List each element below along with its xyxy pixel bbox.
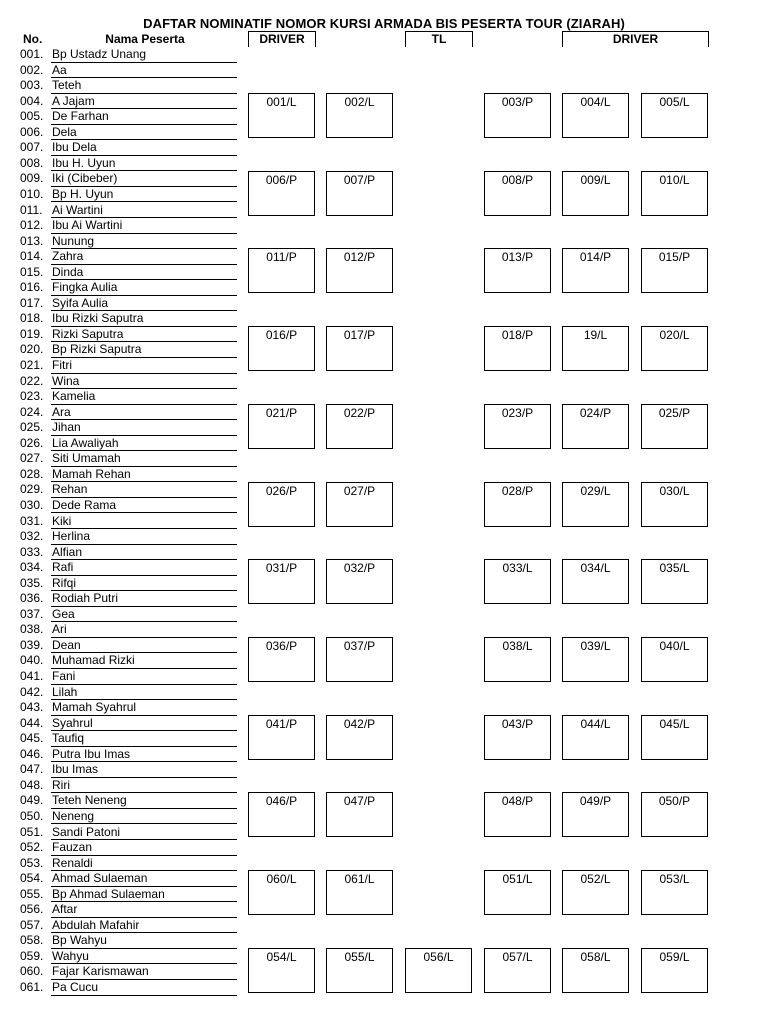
seat-box: 015/P: [641, 248, 708, 293]
seat-box: 054/L: [248, 948, 315, 993]
name-underline: [51, 575, 237, 576]
participant-number: 019.: [20, 326, 44, 341]
seat-box: 19/L: [562, 326, 629, 371]
name-underline: [51, 512, 237, 513]
participant-number: 010.: [20, 186, 44, 201]
driver-right-header: DRIVER: [562, 31, 709, 47]
seat-box: 048/P: [484, 792, 551, 837]
participant-name: Rodiah Putri: [52, 591, 119, 606]
name-underline: [51, 777, 237, 778]
participant-number: 048.: [20, 777, 44, 792]
participant-name: Dean: [52, 637, 81, 652]
participant-number: 047.: [20, 762, 44, 777]
participant-number: 031.: [20, 513, 44, 528]
participant-name: Herlina: [52, 529, 91, 544]
seat-box: 059/L: [641, 948, 708, 993]
name-underline: [51, 684, 237, 685]
name-underline: [51, 559, 237, 560]
seat-box: 005/L: [641, 93, 708, 138]
participant-name: Putra Ibu Imas: [52, 746, 131, 761]
participant-name: Lia Awaliyah: [52, 435, 119, 450]
seat-box: 045/L: [641, 715, 708, 760]
participant-number: 012.: [20, 218, 44, 233]
seat-box: 021/P: [248, 404, 315, 449]
participant-number: 008.: [20, 155, 44, 170]
seat-box: 014/P: [562, 248, 629, 293]
participant-name: Fauzan: [52, 840, 93, 855]
seat-box: 039/L: [562, 637, 629, 682]
participant-number: 030.: [20, 497, 44, 512]
seat-box: 041/P: [248, 715, 315, 760]
participant-number: 001.: [20, 47, 44, 61]
participant-number: 058.: [20, 933, 44, 948]
seat-box: 013/P: [484, 248, 551, 293]
name-underline: [51, 621, 237, 622]
participant-number: 054.: [20, 871, 44, 886]
seat-box: 009/L: [562, 171, 629, 216]
participant-number: 032.: [20, 529, 44, 544]
seat-box: 025/P: [641, 404, 708, 449]
seat-box: 051/L: [484, 870, 551, 915]
seat-box: 012/P: [326, 248, 393, 293]
participant-number: 057.: [20, 917, 44, 932]
seat-box: 027/P: [326, 482, 393, 527]
seat-box: 011/P: [248, 248, 315, 293]
seat-box: 061/L: [326, 870, 393, 915]
seat-box: 052/L: [562, 870, 629, 915]
participant-number: 061.: [20, 980, 44, 994]
participant-number: 028.: [20, 466, 44, 481]
participant-name: Jihan: [52, 420, 81, 435]
participant-name: Pa Cucu: [52, 980, 99, 994]
participant-number: 027.: [20, 451, 44, 466]
participant-name: Fani: [52, 669, 76, 683]
driver-left-header: DRIVER: [248, 31, 316, 47]
participant-name: Syifa Aulia: [52, 295, 109, 310]
participant-name: Syahrul: [52, 715, 93, 730]
seat-box: 047/P: [326, 792, 393, 837]
participant-number: 046.: [20, 746, 44, 761]
participant-name: Wahyu: [52, 948, 89, 963]
participant-name: Bp Wahyu: [52, 933, 107, 948]
name-underline: [51, 606, 237, 607]
tl-header: TL: [405, 31, 473, 47]
participant-number: 042.: [20, 684, 44, 699]
participant-number: 026.: [20, 435, 44, 450]
seat-box: 049/P: [562, 792, 629, 837]
seat-box: 002/L: [326, 93, 393, 138]
name-underline: [51, 404, 237, 405]
participant-number: 017.: [20, 295, 44, 310]
participant-name: Dinda: [52, 264, 84, 279]
seat-box: 029/L: [562, 482, 629, 527]
participant-name: Rehan: [52, 482, 88, 497]
participant-number: 060.: [20, 964, 44, 979]
participant-number: 022.: [20, 373, 44, 388]
participant-name: Fajar Karismawan: [52, 964, 149, 979]
name-underline: [51, 124, 237, 125]
participant-number: 039.: [20, 637, 44, 652]
participant-number: 015.: [20, 264, 44, 279]
participant-name: Ahmad Sulaeman: [52, 871, 148, 886]
name-underline: [51, 62, 237, 63]
participant-name: Teteh: [52, 78, 82, 93]
seat-box: 026/P: [248, 482, 315, 527]
seat-box: 030/L: [641, 482, 708, 527]
participant-number: 018.: [20, 311, 44, 326]
participant-number: 006.: [20, 124, 44, 139]
seat-box: 035/L: [641, 559, 708, 604]
participant-number: 055.: [20, 886, 44, 901]
seat-box: 018/P: [484, 326, 551, 371]
participant-number: 013.: [20, 233, 44, 248]
name-underline: [51, 668, 237, 669]
participant-name: Bp Rizki Saputra: [52, 342, 142, 357]
participant-name: A Jajam: [52, 93, 95, 108]
seat-box: 004/L: [562, 93, 629, 138]
participant-number: 043.: [20, 700, 44, 715]
seat-box: 031/P: [248, 559, 315, 604]
seat-box: 043/P: [484, 715, 551, 760]
participant-name: Gea: [52, 606, 75, 621]
participant-name: Abdulah Mafahir: [52, 917, 140, 932]
seat-box: 001/L: [248, 93, 315, 138]
participant-number: 049.: [20, 793, 44, 808]
participant-name: Dela: [52, 124, 77, 139]
participant-number: 037.: [20, 606, 44, 621]
seat-box: 017/P: [326, 326, 393, 371]
participant-name: Siti Umamah: [52, 451, 121, 466]
participant-number: 033.: [20, 544, 44, 559]
seat-box: 044/L: [562, 715, 629, 760]
seat-box: 024/P: [562, 404, 629, 449]
participant-number: 011.: [20, 202, 43, 217]
participant-name: Ibu Ai Wartini: [52, 218, 123, 233]
participant-name: De Farhan: [52, 109, 109, 124]
participant-name: Dede Rama: [52, 497, 117, 512]
participant-number: 024.: [20, 404, 44, 419]
participant-number: 023.: [20, 389, 44, 404]
participant-name: Muhamad Rizki: [52, 653, 135, 668]
seat-box: 006/P: [248, 171, 315, 216]
name-underline: [51, 901, 237, 902]
seat-box: 037/P: [326, 637, 393, 682]
seat-box: 034/L: [562, 559, 629, 604]
seat-box: 056/L: [405, 948, 472, 993]
seat-box: 028/P: [484, 482, 551, 527]
participant-name: Riri: [52, 777, 70, 792]
seat-box: 023/P: [484, 404, 551, 449]
seat-box: 032/P: [326, 559, 393, 604]
participant-name: Ibu Imas: [52, 762, 99, 777]
participant-number: 014.: [20, 249, 44, 264]
participant-name: Bp H. Uyun: [52, 186, 114, 201]
participant-number: 056.: [20, 902, 44, 917]
participant-number: 029.: [20, 482, 44, 497]
participant-name: Mamah Rehan: [52, 466, 131, 481]
seat-box: 020/L: [641, 326, 708, 371]
seat-box: 036/P: [248, 637, 315, 682]
seat-box: 053/L: [641, 870, 708, 915]
participant-name: Fingka Aulia: [52, 280, 118, 295]
name-underline: [51, 357, 237, 358]
participant-number: 009.: [20, 171, 44, 186]
seat-box: 033/L: [484, 559, 551, 604]
participant-number: 004.: [20, 93, 44, 108]
participant-number: 044.: [20, 715, 44, 730]
participant-name: Mamah Syahrul: [52, 700, 137, 715]
participant-name: Neneng: [52, 808, 95, 823]
participant-number: 002.: [20, 62, 44, 77]
participant-name: Ibu Rizki Saputra: [52, 311, 144, 326]
participant-name: Kamelia: [52, 389, 96, 404]
participant-name: Ibu Dela: [52, 140, 97, 155]
seat-box: 007/P: [326, 171, 393, 216]
participant-number: 016.: [20, 280, 44, 295]
participant-number: 034.: [20, 560, 44, 575]
participant-name: Aftar: [52, 902, 78, 917]
participant-number: 038.: [20, 622, 44, 637]
seat-box: 050/P: [641, 792, 708, 837]
participant-name: Rafi: [52, 560, 74, 575]
participant-number: 050.: [20, 808, 44, 823]
participant-number: 059.: [20, 948, 44, 963]
participant-name: Wina: [52, 373, 80, 388]
participant-number: 007.: [20, 140, 44, 155]
participant-number: 020.: [20, 342, 44, 357]
participant-name: Lilah: [52, 684, 78, 699]
participant-name: Kiki: [52, 513, 72, 528]
participant-name: Ai Wartini: [52, 202, 103, 217]
seat-box: 046/P: [248, 792, 315, 837]
participant-name: Teteh Neneng: [52, 793, 127, 808]
participant-name: Bp Ahmad Sulaeman: [52, 886, 165, 901]
participant-number: 005.: [20, 109, 44, 124]
participant-name: Rizki Saputra: [52, 326, 124, 341]
participant-number: 040.: [20, 653, 44, 668]
seat-box: 057/L: [484, 948, 551, 993]
participant-name: Ibu H. Uyun: [52, 155, 116, 170]
seat-box: 058/L: [562, 948, 629, 993]
participant-name: Fitri: [52, 358, 72, 372]
column-header-nama-peserta: Nama Peserta: [105, 32, 185, 46]
participant-number: 025.: [20, 420, 44, 435]
participant-number: 036.: [20, 591, 44, 606]
seat-box: 008/P: [484, 171, 551, 216]
seat-box: 010/L: [641, 171, 708, 216]
participant-name: Bp Ustadz Unang: [52, 47, 147, 61]
document-title: DAFTAR NOMINATIF NOMOR KURSI ARMADA BIS PESERTA TOUR (ZIARAH): [143, 16, 625, 31]
seat-box: 016/P: [248, 326, 315, 371]
participant-number: 051.: [20, 824, 44, 839]
seat-box: 022/P: [326, 404, 393, 449]
participant-number: 052.: [20, 840, 44, 855]
participant-name: Ara: [52, 404, 71, 419]
participant-number: 003.: [20, 78, 44, 93]
participant-number: 053.: [20, 855, 44, 870]
participant-name: Nunung: [52, 233, 95, 248]
participant-number: 035.: [20, 575, 44, 590]
participant-name: Renaldi: [52, 855, 93, 870]
participant-name: Zahra: [52, 249, 84, 264]
participant-number: 041.: [20, 669, 44, 683]
seat-box: 038/L: [484, 637, 551, 682]
participant-name: Rifqi: [52, 575, 77, 590]
participant-name: Ari: [52, 622, 67, 637]
participant-number: 045.: [20, 731, 44, 746]
participant-name: Sandi Patoni: [52, 824, 121, 839]
seat-box: 042/P: [326, 715, 393, 760]
participant-name: Alfian: [52, 544, 83, 559]
participant-name: Iki (Cibeber): [52, 171, 118, 186]
seat-box: 003/P: [484, 93, 551, 138]
seat-box: 055/L: [326, 948, 393, 993]
name-underline: [51, 995, 237, 996]
seat-box: 040/L: [641, 637, 708, 682]
column-header-no: No.: [23, 32, 43, 46]
participant-number: 021.: [20, 358, 44, 372]
seat-box: 060/L: [248, 870, 315, 915]
participant-name: Aa: [52, 62, 67, 77]
participant-name: Taufiq: [52, 731, 85, 746]
